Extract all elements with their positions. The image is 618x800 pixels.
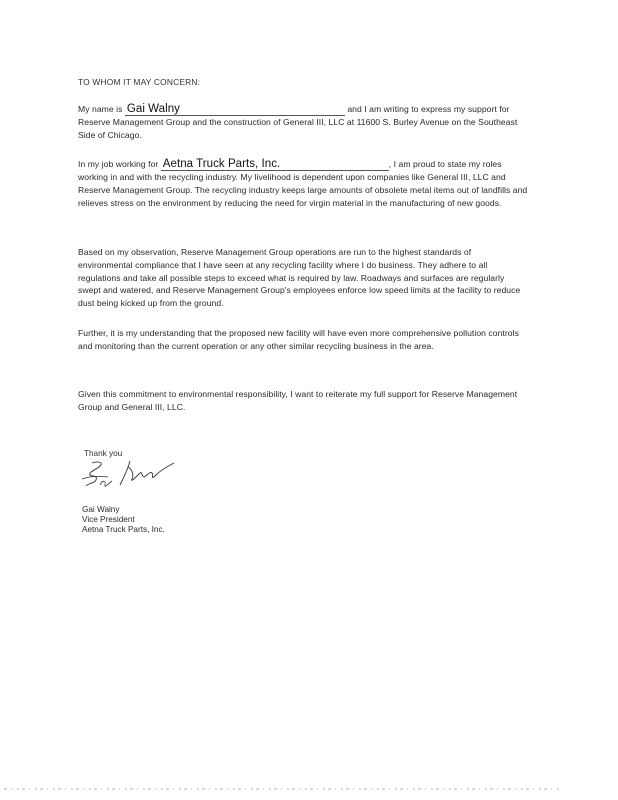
handwritten-signature bbox=[78, 455, 178, 497]
employment-lead-text: In my job working for bbox=[78, 159, 159, 169]
paragraph-intro bbox=[78, 103, 528, 142]
signer-company: Aetna Truck Parts, Inc. bbox=[82, 525, 165, 535]
employment-body-text: , I am proud to state my roles working in and with the recycling industry. My livelihood is dependent upon companies like General III, LLC and Reserve Management Group. The recycling industry keeps large amounts of obsolete metal items out of landfills and relieves stress on the environment by reducing the need for virgin material in the manufacturing of new goods. bbox=[78, 159, 528, 208]
signer-title: Vice President bbox=[82, 515, 135, 525]
scan-footer-noise bbox=[0, 786, 618, 792]
intro-body-text: and I am writing to express my support for Reserve Management Group and the construction of General III, LLC at 11600 S. Burley Avenue on the Southeast Side of Chicago. bbox=[78, 104, 518, 140]
company-name-field: Aetna Truck Parts, Inc. bbox=[161, 159, 389, 171]
paragraph-new-facility: Further, it is my understanding that the proposed new facility will have even more comprehensive pollution controls and monitoring than the current operation or any other similar recycling business in the area. bbox=[78, 328, 519, 351]
paragraph-employment bbox=[78, 158, 528, 209]
paragraph-observation: Based on my observation, Reserve Management Group operations are run to the highest standards of environmental compliance that I have seen at any recycling facility where I do business. They adhere to all regulations and take all possible steps to exceed what is required by law. Roadways and surfaces are regularly swept and watered, and Reserve Management Group's employees enforce low speed limits at the facility to reduce dust being kicked up from the ground. bbox=[78, 247, 521, 309]
paragraph-support: Given this commitment to environmental responsibility, I want to reiterate my full support for Reserve Management Group and General III, LLC. bbox=[78, 389, 518, 412]
signer-name: Gai Walny bbox=[82, 505, 120, 514]
signature-block bbox=[82, 505, 165, 536]
salutation: TO WHOM IT MAY CONCERN: bbox=[78, 77, 201, 87]
writer-name-field: Gai Walny bbox=[125, 104, 345, 116]
closing: Thank you bbox=[84, 449, 123, 458]
intro-lead-text: My name is bbox=[78, 104, 123, 114]
